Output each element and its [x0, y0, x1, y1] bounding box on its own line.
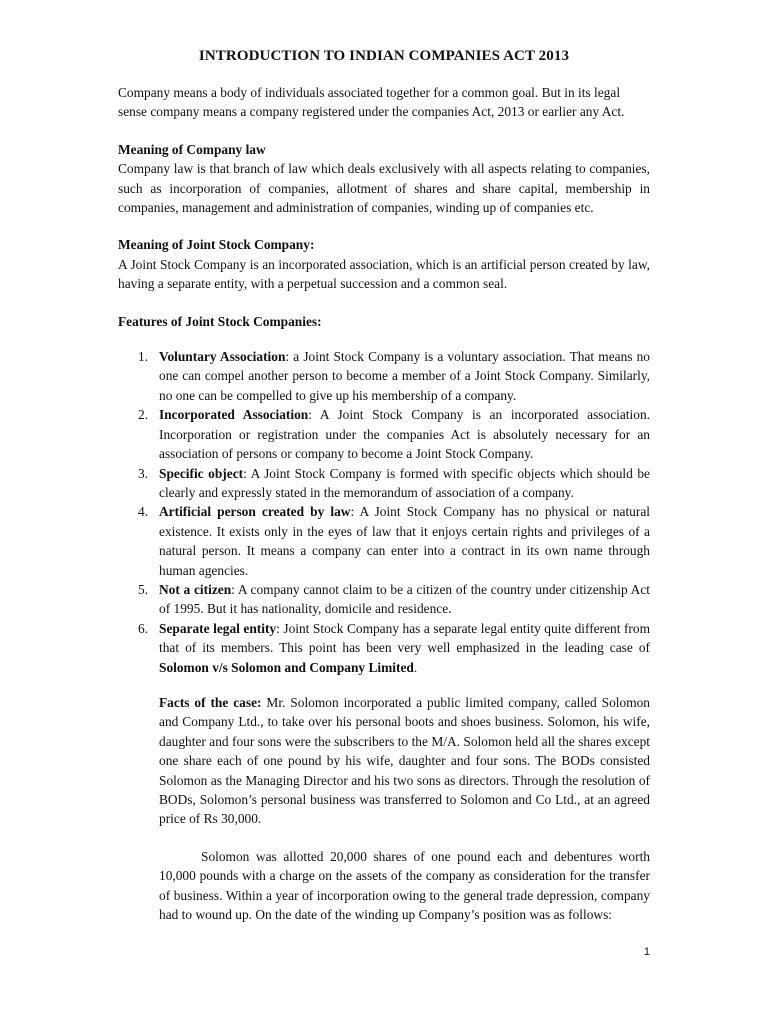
list-number: 2. — [138, 407, 149, 423]
list-number: 1. — [138, 349, 149, 365]
facts-label: Facts of the case: — [159, 694, 262, 710]
joint-stock-company-paragraph: A Joint Stock Company is an incorporated association, which is an artificial person created by law, having a separate entity, with a perpetual succession and a common seal. — [118, 256, 650, 292]
intro-paragraph: Company means a body of individuals associated together for a common goal. But in its legal sense company means a company registered under the companies Act, 2013 or earlier any Act. — [118, 85, 625, 120]
list-item — [118, 405, 650, 463]
feature-term: Incorporated Association — [159, 407, 309, 423]
feature-term: Specific object — [159, 465, 244, 481]
page-number: 1 — [643, 946, 650, 958]
list-item — [118, 502, 650, 580]
feature-text: : Joint Stock Company has a separate legal entity quite different from that of its members. This point has been very well emphasized in the leading case of — [159, 620, 650, 656]
list-number: 5. — [138, 581, 149, 597]
list-item — [118, 619, 650, 677]
case-name: Solomon v/s Solomon and Company Limited — [159, 659, 414, 675]
company-law-heading: Meaning of Company law — [118, 141, 266, 157]
list-number: 3. — [138, 465, 149, 481]
feature-text: : A company cannot claim to be a citizen of the country under citizenship Act of 1995. But it has nationality, domicile and residence. — [159, 581, 650, 617]
facts-text: Mr. Solomon incorporated a public limited company, called Solomon and Company Ltd., to take over his personal boots and shoes business. Solomon, his wife, daughter and four sons were the subscribers to the M/A. Solomon held all the shares except one share each of one pound by his wife, daughter and four sons. The BODs consisted Solomon as the Managing Director and his two sons as directors. Through the resolution of BODs, Solomon’s personal business was transferred to Solomon and Co Ltd., at an agreed price of Rs 30,000. — [159, 694, 650, 827]
allotment-paragraph: Solomon was allotted 20,000 shares of one pound each and debentures worth 10,000 pounds with a charge on the assets of the company as consideration for the transfer of business. Within a year of incorporation owing to the general trade depression, company had to wound up. On the date of the winding up Company’s position was as follows: — [159, 848, 650, 923]
company-law-paragraph: Company law is that branch of law which deals exclusively with all aspects relating to companies, such as incorporation of companies, allotment of shares and share capital, membership in companies, management and administration of companies, winding up of companies etc. — [118, 161, 650, 216]
feature-term: Not a citizen — [159, 581, 232, 597]
feature-text: : A Joint Stock Company is formed with specific objects which should be clearly and expressly stated in the memorandum of association of a company. — [159, 465, 651, 500]
list-item — [118, 580, 650, 619]
features-list — [118, 347, 650, 677]
feature-term: Separate legal entity — [159, 620, 277, 636]
feature-term: Voluntary Association — [159, 349, 286, 365]
feature-text: : A Joint Stock Company is an incorporated association. Incorporation or registration under the companies Act is absolutely necessary for an association of persons or company to become a Joint Stock Company. — [159, 407, 650, 462]
features-heading: Features of Joint Stock Companies: — [118, 313, 322, 329]
feature-text: : A Joint Stock Company has no physical or natural existence. It exists only in the eyes of law that it enjoys certain rights and privileges of a natural person. It means a company can enter into a contract in its own name through human agencies. — [159, 504, 650, 578]
feature-text: : a Joint Stock Company is a voluntary association. That means no one can compel another person to become a member of a Joint Stock Company. Similarly, no one can be compelled to give up his membership of a company. — [159, 349, 650, 403]
list-item — [118, 347, 650, 405]
facts-block — [118, 693, 650, 924]
joint-stock-company-heading: Meaning of Joint Stock Company: — [118, 237, 315, 253]
list-item — [118, 464, 650, 503]
facts-paragraph — [159, 693, 650, 829]
list-number: 6. — [138, 620, 149, 636]
list-number: 4. — [138, 504, 149, 520]
feature-term: Artificial person created by law — [159, 504, 351, 520]
case-tail: . — [413, 659, 418, 675]
page-title: INTRODUCTION TO INDIAN COMPANIES ACT 2013 — [198, 48, 570, 64]
